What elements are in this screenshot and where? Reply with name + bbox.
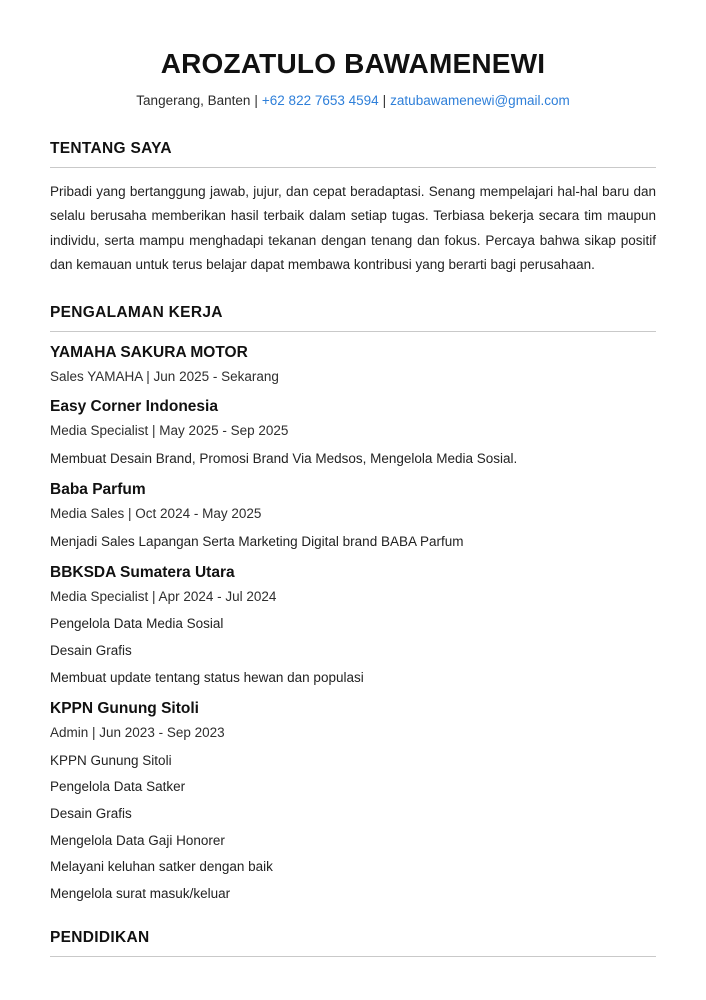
job-company: Baba Parfum [50, 481, 146, 499]
job-detail: Desain Grafis [50, 643, 132, 659]
job-detail: Pengelola Data Satker [50, 779, 186, 795]
job-entry [50, 344, 656, 386]
job-entry [50, 564, 656, 687]
section-rule [50, 167, 656, 168]
job-meta: Admin | Jun 2023 - Sep 2023 [50, 725, 225, 741]
email-link[interactable]: zatubawamenewi@gmail.com [390, 93, 570, 109]
job-detail: Pengelola Data Media Sosial [50, 616, 224, 632]
job-meta: Sales YAMAHA | Jun 2025 - Sekarang [50, 368, 279, 384]
section-heading-tentang-saya: TENTANG SAYA [50, 139, 172, 157]
job-entry [50, 398, 656, 468]
resume-header [50, 48, 656, 110]
job-detail: Membuat Desain Brand, Promosi Brand Via Medsos, Mengelola Media Sosial. [50, 450, 518, 466]
phone-link[interactable]: +62 822 7653 4594 [261, 93, 379, 109]
about-paragraph: Pribadi yang bertanggung jawab, jujur, dan cepat beradaptasi. Senang mempelajari hal-hal baru dan selalu berusaha memberikan hasil terbaik dalam setiap tugas. Terbiasa bekerja secara tim maupun individu, serta mampu menghadapi tekanan dengan tenang dan fokus. Percaya bahwa sikap positif dan kemauan untuk terus belajar dapat membawa kontribusi yang berarti bagi perusahaan. [50, 183, 656, 273]
job-detail: Desain Grafis [50, 806, 132, 821]
section-heading-pendidikan: PENDIDIKAN [50, 929, 150, 947]
contact-location: Tangerang, Banten [136, 93, 251, 109]
section-rule [50, 331, 656, 332]
candidate-name: AROZATULO BAWAMENEWI [160, 48, 546, 79]
job-detail: Mengelola surat masuk/keluar [50, 886, 231, 902]
contact-separator: | [254, 93, 258, 109]
section-rule [50, 956, 656, 957]
job-detail: Menjadi Sales Lapangan Serta Marketing Digital brand BABA Parfum [50, 533, 464, 549]
job-detail: Mengelola Data Gaji Honorer [50, 832, 225, 848]
section-education [50, 929, 656, 957]
job-detail: Melayani keluhan satker dengan baik [50, 859, 273, 875]
job-company: YAMAHA SAKURA MOTOR [50, 343, 248, 361]
job-meta: Media Specialist | May 2025 - Sep 2025 [50, 423, 289, 439]
contact-separator: | [382, 93, 387, 109]
section-heading-pengalaman-kerja: PENGALAMAN KERJA [50, 303, 223, 321]
job-detail: KPPN Gunung Sitoli [50, 752, 172, 768]
job-company: BBKSDA Sumatera Utara [50, 563, 235, 581]
job-company: Easy Corner Indonesia [50, 398, 218, 416]
job-meta: Media Specialist | Apr 2024 - Jul 2024 [50, 588, 277, 604]
job-company: KPPN Gunung Sitoli [50, 700, 199, 718]
contact-line [50, 92, 656, 110]
job-entry [50, 700, 656, 903]
job-detail: Membuat update tentang status hewan dan populasi [50, 669, 364, 685]
job-entry [50, 481, 656, 551]
job-meta: Media Sales | Oct 2024 - May 2025 [50, 506, 262, 522]
section-about [50, 140, 656, 278]
section-experience [50, 304, 656, 904]
